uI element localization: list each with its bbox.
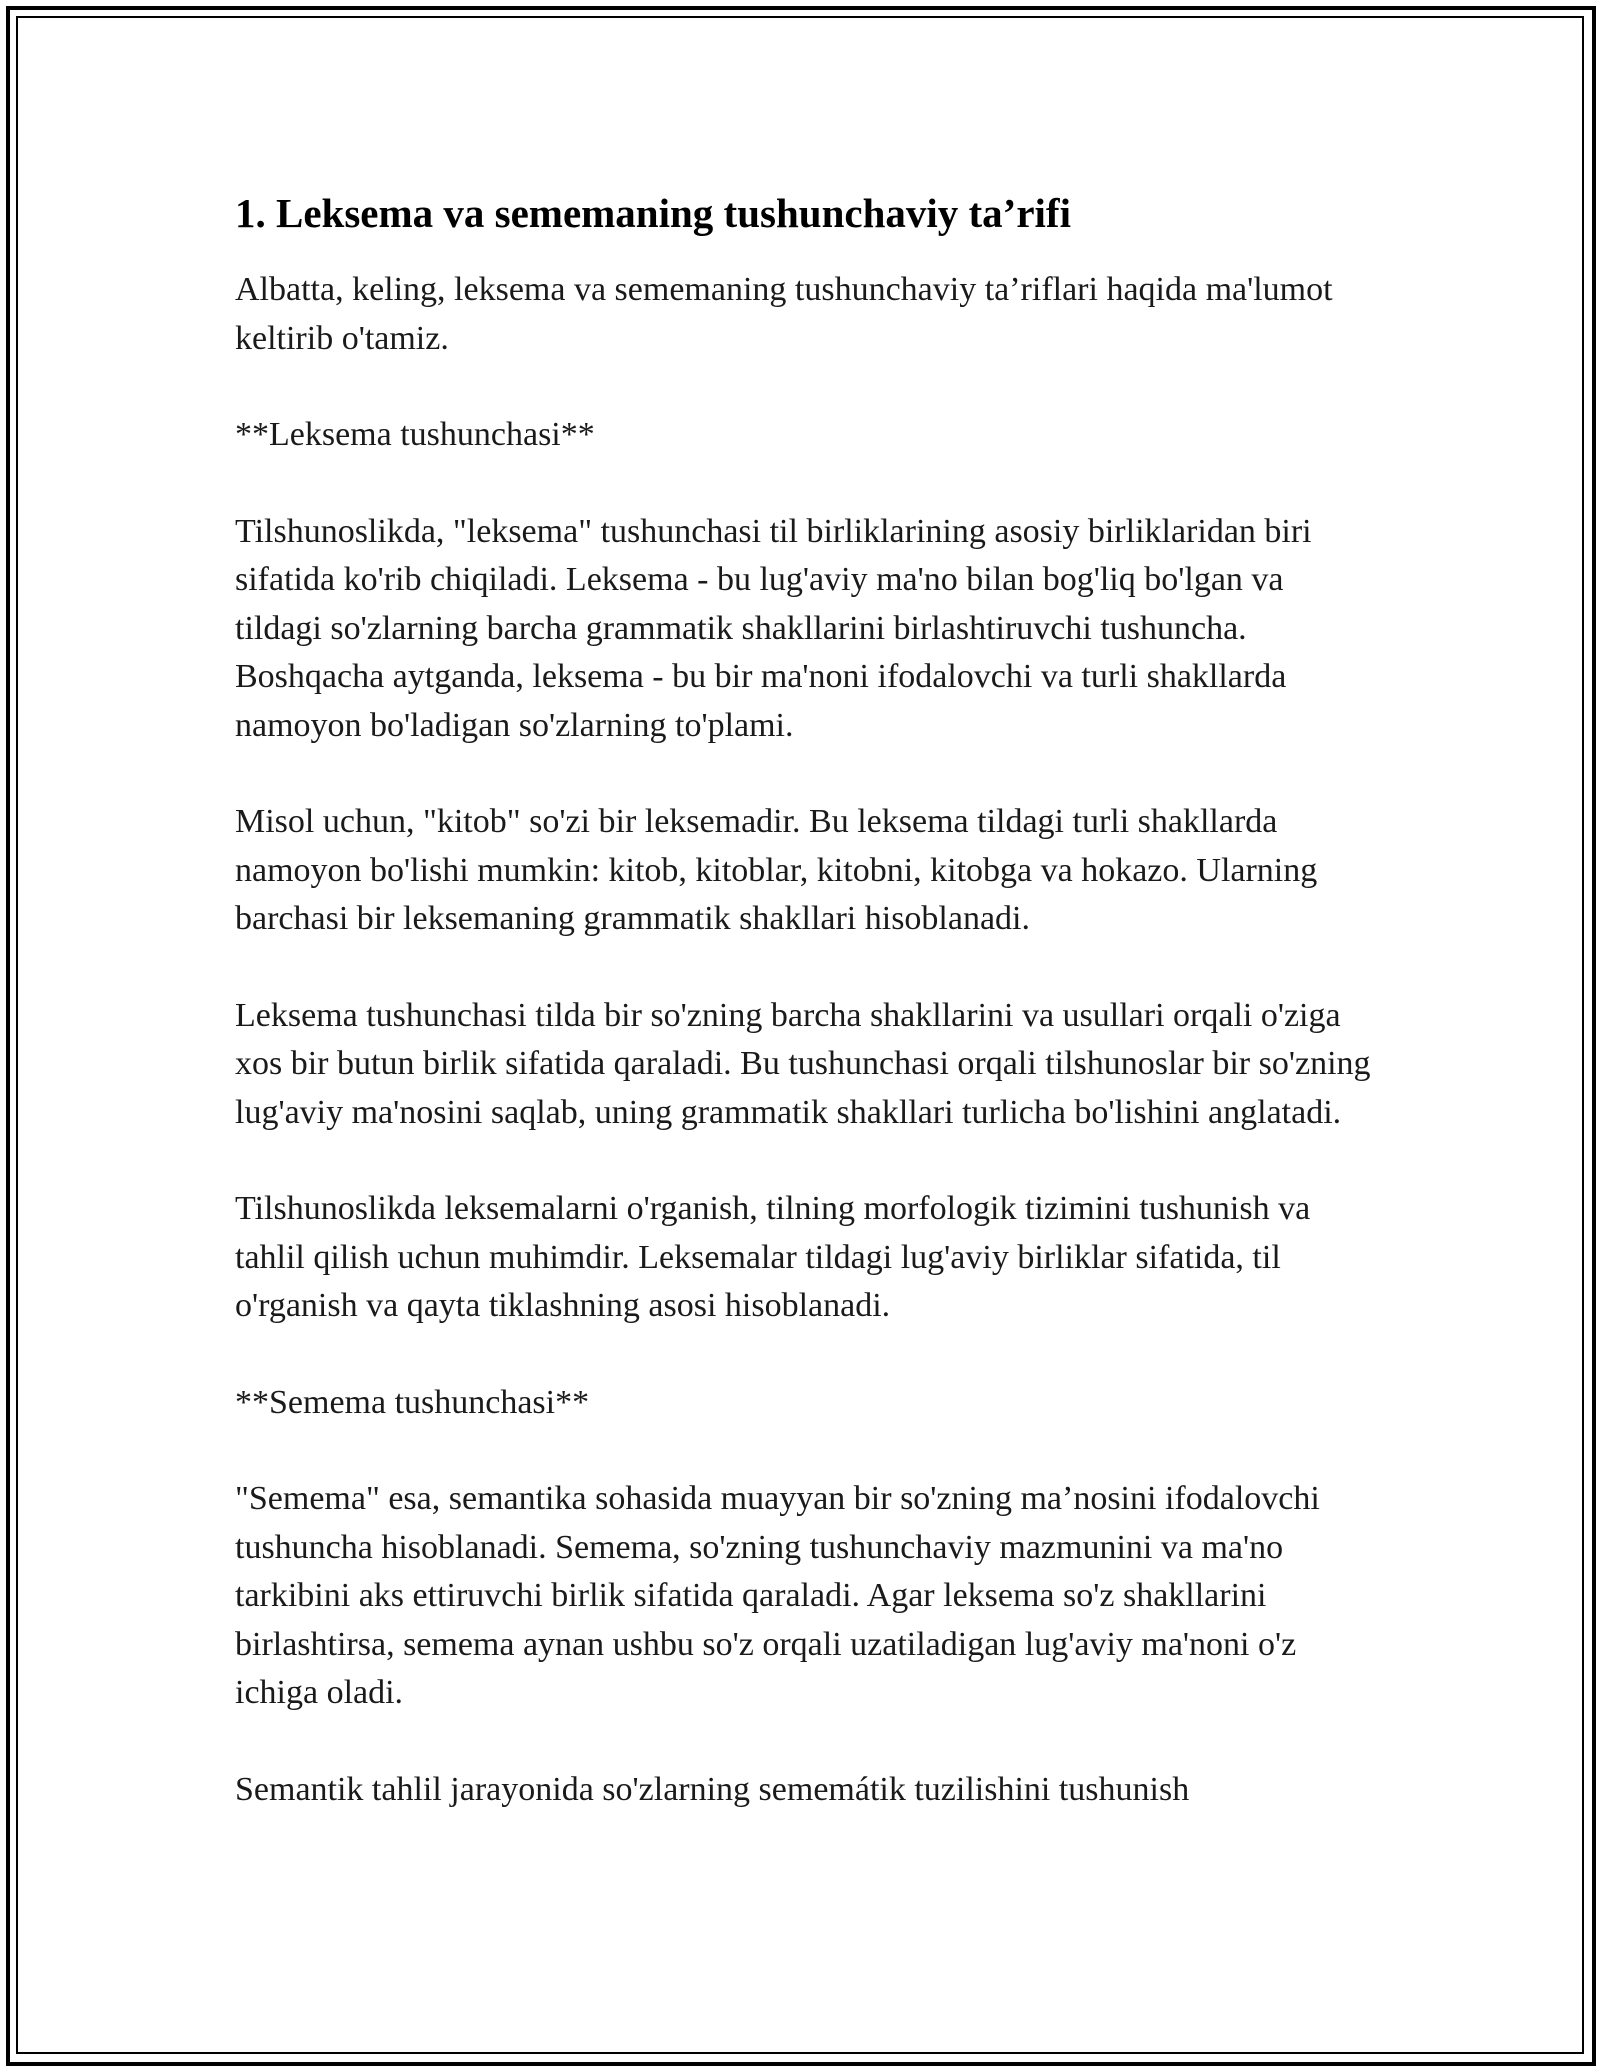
paragraph-leksema-concept: Leksema tushunchasi tilda bir so'zning barcha shakllarini va usullari orqali o'ziga xos bir butun birlik sifatida qaraladi. Bu tushunchasi orqali tilshunoslar bir so'zning lug'aviy ma'nosini saqlab, uning grammatik shakllari turlicha bo'lishini anglatadi. xyxy=(235,996,1371,1131)
document-body xyxy=(235,188,1375,1862)
paragraph-intro: Albatta, keling, leksema va sememaning tushunchaviy ta’riflari haqida ma'lumot keltirib o'tamiz. xyxy=(235,271,1333,357)
paragraph-semema-heading: **Semema tushunchasi** xyxy=(235,1383,590,1421)
document-title: 1. Leksema va sememaning tushunchaviy ta’rifi xyxy=(235,190,1071,236)
paragraph-leksema-example: Misol uchun, "kitob" so'zi bir leksemadir. Bu leksema tildagi turli shakllarda namoyon bo'lishi mumkin: kitob, kitoblar, kitobni, kitobga va hokazo. Ularning barchasi bir leksemaning grammatik shakllari hisoblanadi. xyxy=(235,803,1318,937)
paragraph-leksema-definition: Tilshunoslikda, "leksema" tushunchasi til birliklarining asosiy birliklaridan biri sifatida ko'rib chiqiladi. Leksema - bu lug'aviy ma'no bilan bog'liq bo'lgan va tildagi so'zlarning barcha grammatik shakllarini birlashtiruvchi tushuncha. Boshqacha aytganda, leksema - bu bir ma'noni ifodalovchi va turli shakllarda namoyon bo'ladigan so'zlarning to'plami. xyxy=(235,512,1312,744)
paragraph-semantic-analysis: Semantik tahlil jarayonida so'zlarning sememátik tuzilishini tushunish xyxy=(235,1770,1190,1808)
paragraph-semema-definition: "Semema" esa, semantika sohasida muayyan bir so'zning ma’nosini ifodalovchi tushuncha hisoblanadi. Semema, so'zning tushunchaviy mazmunini va ma'no tarkibini aks ettiruvchi birlik sifatida qaraladi. Agar leksema so'z shakllarini birlashtirsa, semema aynan ushbu so'z orqali uzatiladigan lug'aviy ma'noni o'z ichiga oladi. xyxy=(235,1480,1320,1711)
paragraph-leksema-study: Tilshunoslikda leksemalarni o'rganish, tilning morfologik tizimini tushunish va tahlil qilish uchun muhimdir. Leksemalar tildagi lug'aviy birliklar sifatida, til o'rganish va qayta tiklashning asosi hisoblanadi. xyxy=(235,1190,1311,1324)
paragraph-leksema-heading: **Leksema tushunchasi** xyxy=(235,416,595,453)
